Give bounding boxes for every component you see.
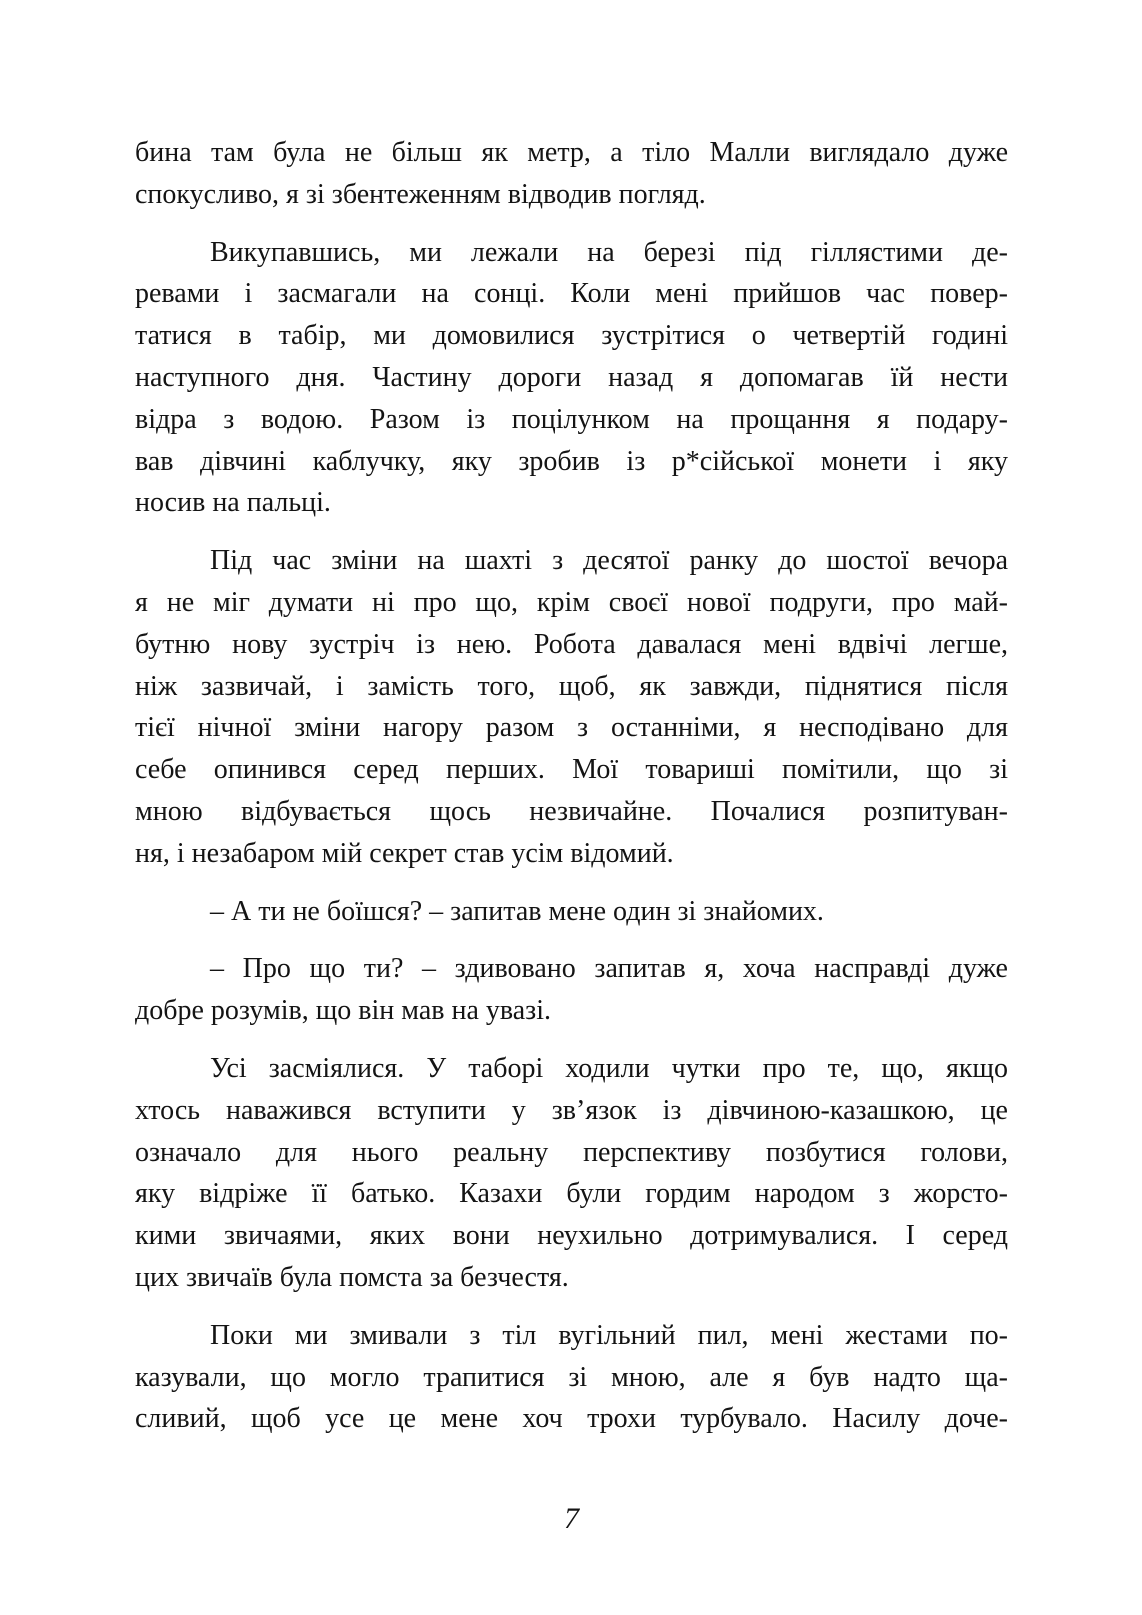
text-line: Викупавшись, ми лежали на березі під гіллястими де-: [210, 236, 1008, 268]
text-line: бутню нову зустріч із нею. Робота давалася мені вдвічі легше,: [135, 628, 1008, 660]
text-line: Під час зміни на шахті з десятої ранку до шостої вечора: [210, 545, 1008, 577]
paragraph: [135, 1048, 1008, 1299]
text-line: кими звичаями, яких вони неухильно дотримувалися. І серед: [135, 1220, 1008, 1252]
text-line: Усі засміялися. У таборі ходили чутки про те, що, якщо: [210, 1052, 1008, 1084]
text-line: хтось наважився вступити у зв’язок із дівчиною-казашкою, це: [135, 1094, 1008, 1126]
text-line: яку відріже її батько. Казахи були гордим народом з жорсто-: [135, 1178, 1008, 1210]
text-line: добре розумів, що він мав на увазі.: [135, 995, 551, 1027]
text-line: сливий, щоб усе це мене хоч трохи турбувало. Насилу доче-: [135, 1403, 1008, 1435]
text-block: [135, 132, 1008, 1456]
text-line: вав дівчині каблучку, яку зробив із р*сійської монети і яку: [135, 445, 1008, 477]
text-line: себе опинився серед перших. Мої товариші помітили, що зі: [135, 754, 1008, 786]
text-line: татися в табір, ми домовилися зустрітися о четвертій годині: [135, 320, 1008, 352]
paragraph: [135, 948, 1008, 1032]
paragraph: [135, 132, 1008, 216]
text-line: означало для нього реальну перспективу позбутися голови,: [135, 1136, 1008, 1168]
paragraph: [135, 232, 1008, 525]
paragraph: [135, 540, 1008, 874]
paragraph: [135, 1315, 1008, 1440]
page-number: 7: [564, 1502, 579, 1535]
text-line: відра з водою. Разом із поцілунком на прощання я подару-: [135, 403, 1008, 435]
paragraph: [135, 891, 1008, 933]
text-line: носив на пальці.: [135, 487, 331, 519]
text-line: ня, і незабаром мій секрет став усім відомий.: [135, 837, 674, 869]
text-line: казували, що могло трапитися зі мною, але я був надто ща-: [135, 1361, 1008, 1393]
text-line: цих звичаїв була помста за безчестя.: [135, 1261, 569, 1293]
text-line: мною відбувається щось незвичайне. Почалися розпитуван-: [135, 795, 1008, 827]
text-line: – А ти не боїшся? – запитав мене один зі знайомих.: [210, 895, 824, 927]
text-line: бина там була не більш як метр, а тіло Малли виглядало дуже: [135, 137, 1008, 168]
text-line: наступного дня. Частину дороги назад я допомагав їй нести: [135, 361, 1008, 393]
text-line: – Про що ти? – здивовано запитав я, хоча насправді дуже: [210, 953, 1008, 985]
text-line: тієї нічної зміни нагору разом з останніми, я несподівано для: [135, 712, 1008, 744]
text-line: ніж зазвичай, і замість того, щоб, як завжди, піднятися після: [135, 670, 1008, 702]
text-line: ревами і засмагали на сонці. Коли мені прийшов час повер-: [135, 278, 1008, 310]
text-line: Поки ми змивали з тіл вугільний пил, мені жестами по-: [210, 1319, 1008, 1351]
text-line: я не міг думати ні про що, крім своєї нової подруги, про май-: [135, 586, 1008, 618]
text-line: спокусливо, я зі збентеженням відводив погляд.: [135, 178, 706, 210]
